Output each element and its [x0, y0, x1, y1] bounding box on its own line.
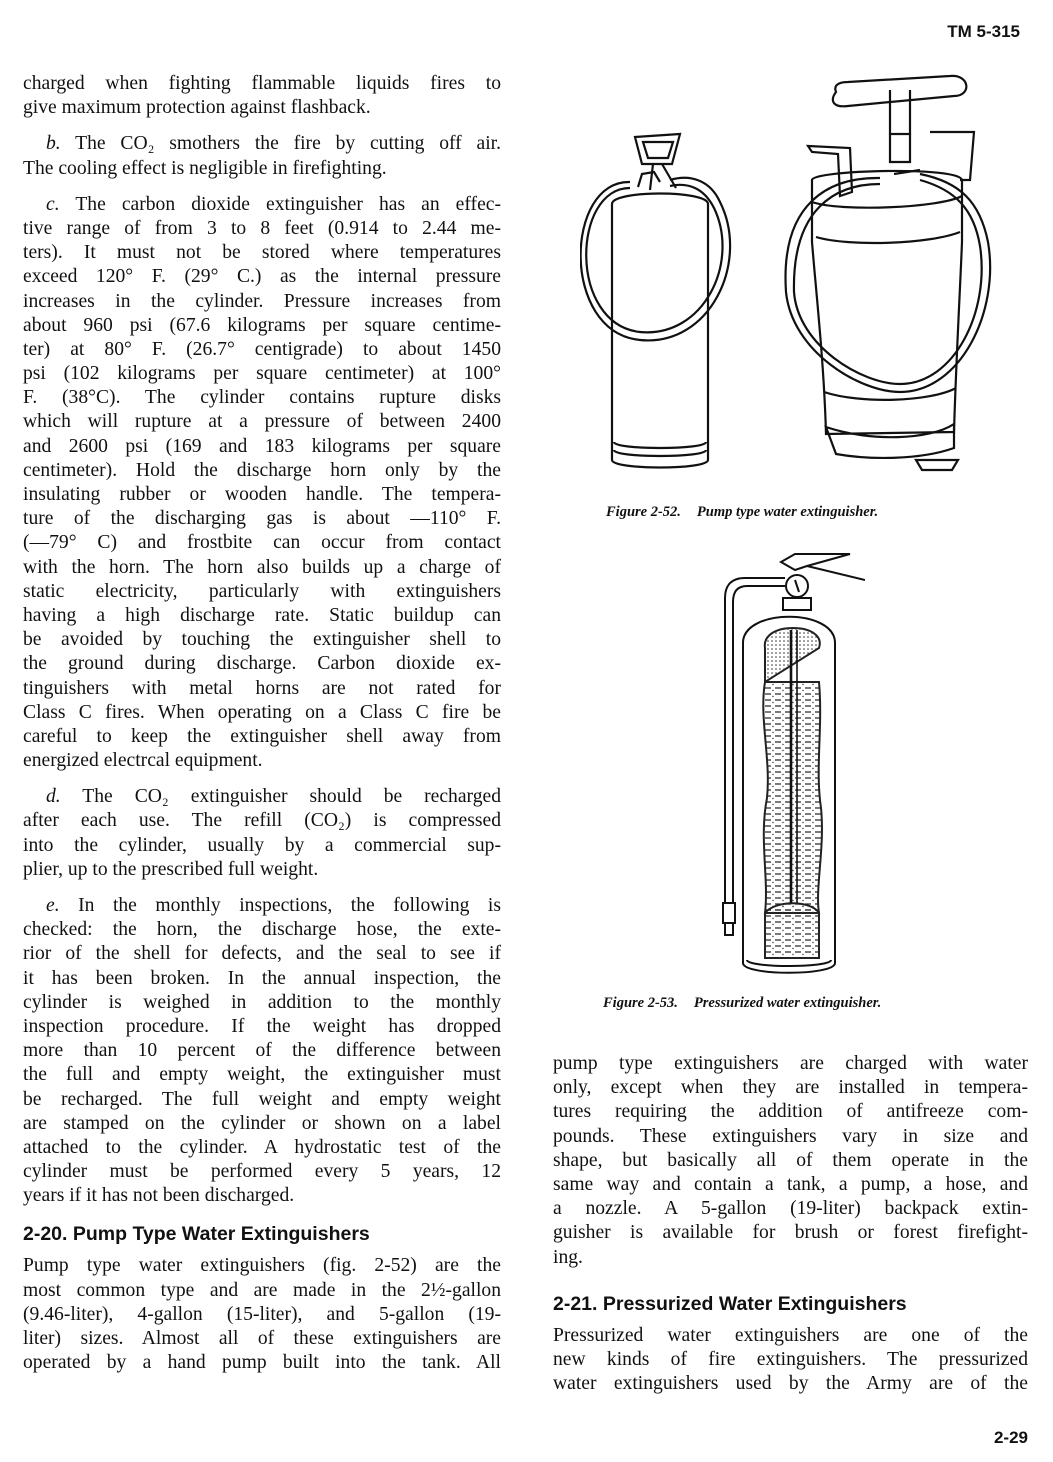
- text-line: shape, but basically all of them operate in the: [553, 1149, 1028, 1171]
- text-line: The cooling effect is negligible in firefighting.: [23, 157, 387, 179]
- text-line: insulating rubber or wooden handle. The tempera-: [23, 484, 501, 505]
- text-line: give maximum protection against flashback.: [23, 97, 371, 119]
- figure-2-52-illustration: [580, 62, 1000, 487]
- text-line: [23, 193, 501, 217]
- text-line: Pressurized water extinguishers are one of the: [553, 1324, 1028, 1346]
- text-line: pump type extinguishers are charged with water: [553, 1053, 1028, 1074]
- text-line: years if it has not been discharged.: [23, 1185, 295, 1207]
- text-line: only, except when they are installed in tempera-: [553, 1077, 1028, 1099]
- section-heading-2-21: 2-21. Pressurized Water Extinguishers: [553, 1292, 907, 1315]
- paragraph-c: [23, 193, 501, 774]
- text-line: rior of the shell for defects, and the seal to see if: [23, 943, 501, 965]
- text-line: tive range of from 3 to 8 feet (0.914 to 2.44 me-: [23, 217, 501, 239]
- text-line: liter) sizes. Almost all of these extinguishers are: [23, 1328, 501, 1349]
- text-line: more than 10 percent of the difference between: [23, 1040, 501, 1062]
- figure-number: Figure 2-52.: [606, 504, 681, 520]
- text-line: attached to the cylinder. A hydrostatic test of the: [23, 1136, 501, 1158]
- text-line: it has been broken. In the annual inspection, the: [23, 967, 501, 989]
- paragraph-b: [23, 132, 501, 180]
- text-fragment: The CO₂ extinguisher should be recharged: [60, 786, 501, 808]
- paragraph-label: b.: [46, 133, 61, 155]
- text-line: careful to keep the extinguisher shell away from: [23, 725, 501, 747]
- paragraph-label: c.: [46, 193, 60, 215]
- paragraph-continuation: [23, 72, 501, 120]
- text-line: a nozzle. A 5-gallon (19-liter) backpack extin-: [553, 1198, 1028, 1220]
- text-line: into the cylinder, usually by a commercial sup-: [23, 834, 501, 856]
- section-heading-2-20: 2-20. Pump Type Water Extinguishers: [23, 1223, 370, 1246]
- text-line: inspection procedure. If the weight has dropped: [23, 1015, 501, 1037]
- pump-tank-left-icon: [581, 134, 730, 468]
- text-line: (9.46-liter), 4-gallon (15-liter), and 5-gallon (19-: [23, 1303, 501, 1325]
- text-line: centimeter). Hold the discharge horn only by the: [23, 459, 501, 481]
- left-column: [23, 72, 501, 1375]
- paragraph-continuation: [553, 1052, 1028, 1270]
- right-column: [553, 1052, 1028, 1396]
- text-line: Pump type water extinguishers (fig. 2-52) are the: [23, 1255, 501, 1277]
- text-line: [23, 894, 501, 918]
- section-2-20-body: [23, 1254, 501, 1375]
- text-line: new kinds of fire extinguishers. The pressurized: [553, 1348, 1028, 1370]
- text-line: ters). It must not be stored where temperatures: [23, 242, 501, 264]
- text-line: guisher is available for brush or forest firefight-: [553, 1222, 1028, 1244]
- text-fragment: The CO₂ smothers the fire by cutting off air.: [60, 133, 501, 155]
- text-line: water extinguishers used by the Army are of the: [553, 1373, 1028, 1395]
- text-line: about 960 psi (67.6 kilograms per square centime-: [23, 314, 501, 336]
- figure-2-52-caption: [606, 504, 878, 521]
- text-line: with the horn. The horn also builds up a charge of: [23, 556, 501, 578]
- text-line: [23, 785, 501, 809]
- text-line: pounds. These extinguishers vary in size and: [553, 1125, 1028, 1147]
- text-line: the full and empty weight, the extinguisher must: [23, 1064, 501, 1086]
- text-line: same way and contain a tank, a pump, a hose, and: [553, 1173, 1028, 1195]
- pressurized-extinguisher-icon: [723, 554, 865, 973]
- text-line: increases in the cylinder. Pressure increases from: [23, 290, 501, 312]
- text-line: static electricity, particularly with extinguishers: [23, 580, 501, 602]
- text-fragment: The carbon dioxide extinguisher has an effec-: [59, 193, 501, 215]
- text-line: plier, up to the prescribed full weight.: [23, 858, 319, 880]
- text-fragment: In the monthly inspections, the following is: [59, 895, 501, 916]
- text-line: checked: the horn, the discharge hose, the exte-: [23, 919, 501, 941]
- text-line: ter) at 80° F. (26.7° centigrade) to about 1450: [23, 338, 501, 360]
- text-line: Class C fires. When operating on a Class C fire be: [23, 701, 501, 723]
- text-line: energized electrcal equipment.: [23, 750, 263, 772]
- paragraph-label: d.: [46, 786, 61, 808]
- text-line: operated by a hand pump built into the tank. All: [23, 1352, 501, 1374]
- section-2-21-body: [553, 1324, 1028, 1397]
- text-line: be recharged. The full weight and empty weight: [23, 1088, 501, 1110]
- figure-2-53-illustration: [715, 548, 865, 980]
- running-head: TM 5-315: [947, 22, 1020, 41]
- figure-caption-text: Pump type water extinguisher.: [696, 504, 879, 520]
- text-line: the ground during discharge. Carbon dioxide ex-: [23, 653, 501, 675]
- text-line: after each use. The refill (CO₂) is compressed: [23, 810, 501, 832]
- page-number: 2-29: [993, 1428, 1028, 1447]
- pump-tank-right-icon: [786, 76, 991, 470]
- figure-number: Figure 2-53.: [603, 995, 678, 1011]
- text-line: (—79° C) and frostbite can occur from contact: [23, 532, 501, 554]
- text-line: having a high discharge rate. Static buildup can: [23, 604, 501, 626]
- text-line: tinguishers with metal horns are not rated for: [23, 677, 501, 699]
- text-line: which will rupture at a pressure of between 2400: [23, 411, 501, 433]
- text-line: F. (38°C). The cylinder contains rupture disks: [23, 387, 501, 409]
- text-line: tures requiring the addition of antifreeze com-: [553, 1101, 1028, 1123]
- text-line: ture of the discharging gas is about —110° F.: [23, 508, 501, 530]
- text-line: psi (102 kilograms per square centimeter) at 100°: [23, 363, 501, 385]
- paragraph-d: [23, 785, 501, 882]
- figure-caption-text: Pressurized water extinguisher.: [693, 995, 882, 1011]
- text-line: cylinder must be performed every 5 years, 12: [23, 1161, 501, 1183]
- text-line: [23, 132, 501, 156]
- paragraph-e: [23, 894, 501, 1208]
- text-line: and 2600 psi (169 and 183 kilograms per square: [23, 435, 501, 457]
- paragraph-label: e.: [46, 895, 60, 916]
- text-line: are stamped on the cylinder or shown on a label: [23, 1112, 501, 1134]
- figure-2-53-caption: [603, 995, 881, 1012]
- text-line: be avoided by touching the extinguisher shell to: [23, 629, 501, 651]
- text-line: exceed 120° F. (29° C.) as the internal pressure: [23, 266, 501, 288]
- text-line: most common type and are made in the 2½-gallon: [23, 1279, 501, 1301]
- text-line: charged when fighting flammable liquids fires to: [23, 73, 501, 94]
- text-line: ing.: [553, 1246, 583, 1268]
- text-line: cylinder is weighed in addition to the monthly: [23, 991, 501, 1013]
